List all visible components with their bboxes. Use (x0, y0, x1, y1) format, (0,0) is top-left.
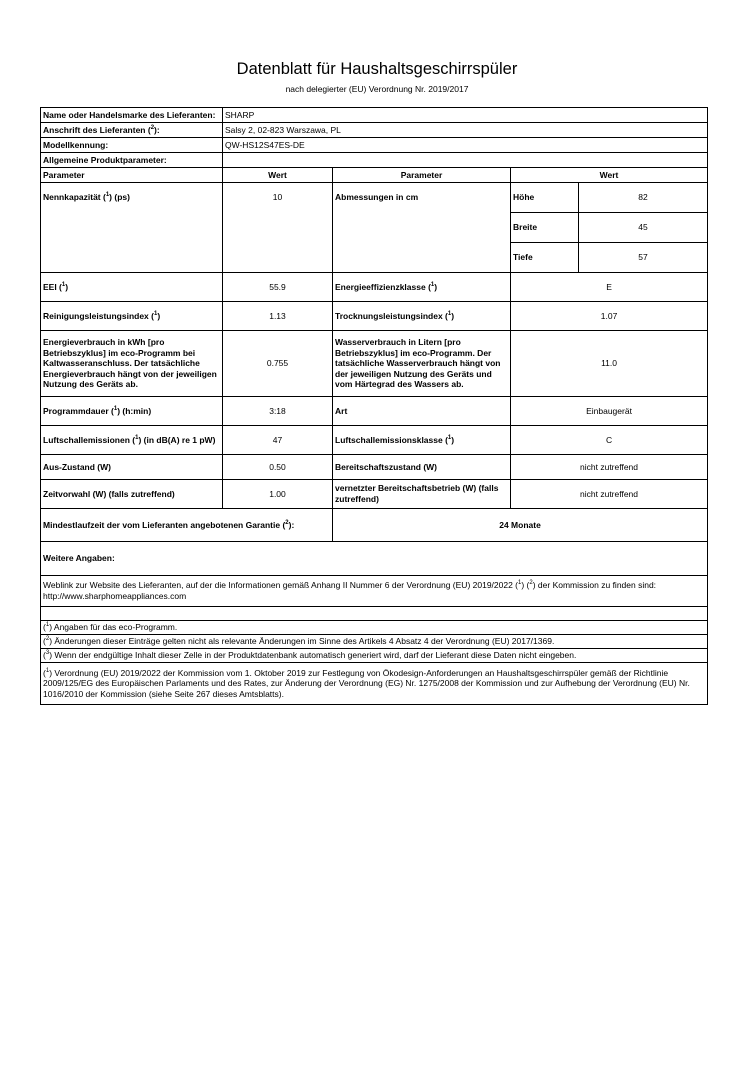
supplier-address-value: Salsy 2, 02-823 Warszawa, PL (223, 123, 708, 138)
cleaning-value: 1.13 (223, 302, 333, 331)
delay-value: 1.00 (223, 480, 333, 509)
table-header-row (41, 168, 708, 183)
model-label: Modellkennung: (41, 138, 223, 153)
table-row (41, 426, 708, 455)
table-row (41, 663, 708, 705)
table-row (41, 635, 708, 649)
networked-value: nicht zutreffend (511, 480, 708, 509)
header-parameter-2: Parameter (333, 168, 511, 183)
table-row (41, 153, 708, 168)
table-row (41, 509, 708, 542)
datasheet-table (40, 107, 708, 705)
energy-value: 0.755 (223, 331, 333, 397)
table-row (41, 123, 708, 138)
energy-label: Energieverbrauch in kWh [pro Betriebszyklus] im eco-Programm bei Kaltwasseranschluss. Der tatsächliche Energieverbrauch hängt von der jeweiligen Nutzung des Geräts ab. (41, 331, 223, 397)
weblink-text: Weblink zur Website des Lieferanten, auf der die Informationen gemäß Anhang II Nummer 6 der Verordnung (EU) 2019/2022 ($^1$) ($^2$) der Kommission zu finden sind: http://www.sharphomeappliances.com (41, 576, 708, 607)
noise-value: 47 (223, 426, 333, 455)
table-row (41, 480, 708, 509)
table-row (41, 302, 708, 331)
off-mode-value: 0.50 (223, 455, 333, 480)
capacity-label: Nennkapazität ($^1$) (ps) (41, 183, 223, 273)
footnote-1: ($^1$) Angaben für das eco-Programm. (41, 621, 708, 635)
delay-label: Zeitvorwahl (W) (falls zutreffend) (41, 480, 223, 509)
footnote-3: ($^3$) Wenn der endgültige Inhalt dieser Zelle in der Produktdatenbank automatisch generiert wird, darf der Lieferant diese Daten nicht eingeben. (41, 649, 708, 663)
header-parameter: Parameter (41, 168, 223, 183)
table-row (41, 108, 708, 123)
type-label: Art (333, 397, 511, 426)
table-row (41, 649, 708, 663)
eei-value: 55.9 (223, 273, 333, 302)
eei-label: EEI ($^1$) (41, 273, 223, 302)
table-row (41, 576, 708, 607)
cleaning-label: Reinigungsleistungsindex ($^1$) (41, 302, 223, 331)
table-row (41, 621, 708, 635)
height-value: 82 (579, 183, 708, 213)
type-value: Einbaugerät (511, 397, 708, 426)
duration-value: 3:18 (223, 397, 333, 426)
table-row (41, 542, 708, 576)
duration-label: Programmdauer ($^1$) (h:min) (41, 397, 223, 426)
general-params-label: Allgemeine Produktparameter: (41, 153, 223, 168)
efficiency-class-value: E (511, 273, 708, 302)
noise-label: Luftschallemissionen ($^1$) (in dB(A) re 1 pW) (41, 426, 223, 455)
table-row (41, 397, 708, 426)
table-row (41, 331, 708, 397)
networked-label: vernetzter Bereitschaftsbetrieb (W) (falls zutreffend) (333, 480, 511, 509)
width-label: Breite (511, 213, 579, 243)
standby-label: Bereitschaftszustand (W) (333, 455, 511, 480)
noise-class-label: Luftschallemissionsklasse ($^1$) (333, 426, 511, 455)
supplier-name-value: SHARP (223, 108, 708, 123)
water-value: 11.0 (511, 331, 708, 397)
depth-label: Tiefe (511, 243, 579, 273)
height-label: Höhe (511, 183, 579, 213)
drying-label: Trocknungsleistungsindex ($^1$) (333, 302, 511, 331)
table-row (41, 607, 708, 621)
footnote-2: ($^2$) Änderungen dieser Einträge gelten nicht als relevante Änderungen im Sinne des Artikels 4 Absatz 4 der Verordnung (EU) 2017/1369. (41, 635, 708, 649)
table-row (41, 273, 708, 302)
warranty-value: 24 Monate (333, 509, 708, 542)
supplier-address-label: Anschrift des Lieferanten ($^2$): (41, 123, 223, 138)
drying-value: 1.07 (511, 302, 708, 331)
depth-value: 57 (579, 243, 708, 273)
warranty-label: Mindestlaufzeit der vom Lieferanten angebotenen Garantie ($^2$): (41, 509, 333, 542)
header-value-2: Wert (511, 168, 708, 183)
table-row (41, 183, 708, 213)
supplier-name-label: Name oder Handelsmarke des Lieferanten: (41, 108, 223, 123)
water-label: Wasserverbrauch in Litern [pro Betriebszyklus] im eco-Programm. Der tatsächliche Wasserverbrauch hängt von der jeweiligen Nutzung des Geräts und vom Härtegrad des Wassers ab. (333, 331, 511, 397)
standby-value: nicht zutreffend (511, 455, 708, 480)
further-info-label: Weitere Angaben: (41, 542, 708, 576)
page-title: Datenblatt für Haushaltsgeschirrspüler (236, 60, 518, 78)
page-subtitle: nach delegierter (EU) Verordnung Nr. 2019/2017 (285, 84, 469, 94)
capacity-value: 10 (223, 183, 333, 273)
noise-class-value: C (511, 426, 708, 455)
table-row (41, 138, 708, 153)
dimensions-label: Abmessungen in cm (333, 183, 511, 273)
header-value: Wert (223, 168, 333, 183)
width-value: 45 (579, 213, 708, 243)
efficiency-class-label: Energieeffizienzklasse ($^1$) (333, 273, 511, 302)
table-row (41, 455, 708, 480)
model-value: QW-HS12S47ES-DE (223, 138, 708, 153)
off-mode-label: Aus-Zustand (W) (41, 455, 223, 480)
footnote-4: ($^1$) Verordnung (EU) 2019/2022 der Kommission vom 1. Oktober 2019 zur Festlegung von Ökodesign-Anforderungen an Haushaltsgeschirrspüler gemäß der Richtlinie 2009/125/EG des Europäischen Parlaments und des Rates, zur Änderung der Verordnung (EG) Nr. 1275/2008 der Kommission und zur Aufhebung der Verordnung (EU) Nr. 1016/2010 der Kommission (siehe Seite 267 dieses Amtsblatts). (41, 663, 708, 705)
